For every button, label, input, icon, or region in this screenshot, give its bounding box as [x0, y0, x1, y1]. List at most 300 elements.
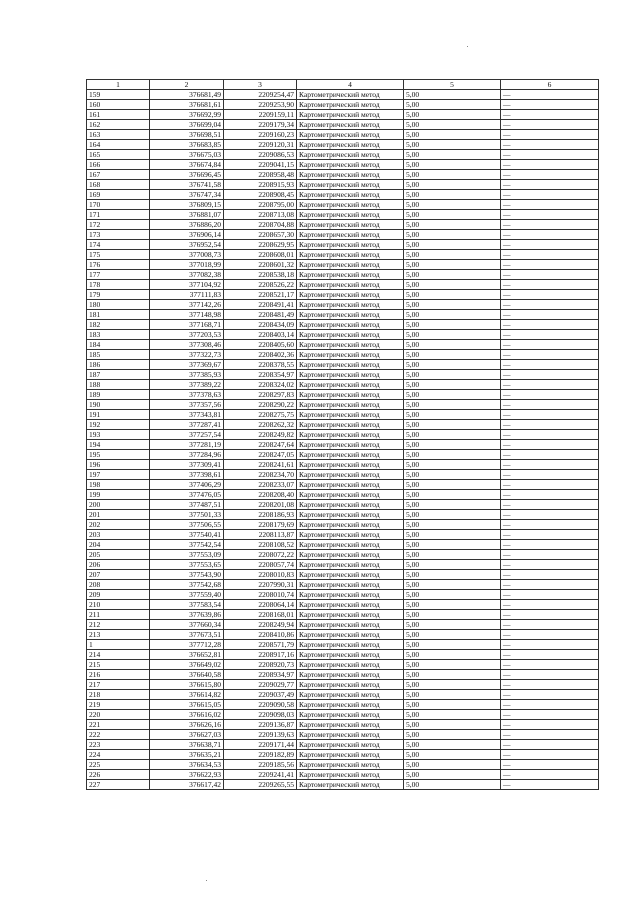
description-cell: — — [501, 90, 599, 100]
point-number-cell: 210 — [87, 600, 150, 610]
y-coordinate-cell: 2208571,79 — [224, 640, 297, 650]
x-coordinate-cell: 376809,15 — [150, 200, 224, 210]
accuracy-cell: 5,00 — [404, 290, 501, 300]
accuracy-cell: 5,00 — [404, 710, 501, 720]
point-number-cell: 182 — [87, 320, 150, 330]
method-cell: Картометрический метод — [297, 160, 404, 170]
point-number-cell: 204 — [87, 540, 150, 550]
method-cell: Картометрический метод — [297, 220, 404, 230]
table-row — [87, 680, 599, 690]
point-number-cell: 215 — [87, 660, 150, 670]
description-cell: — — [501, 400, 599, 410]
x-coordinate-cell: 377142,26 — [150, 300, 224, 310]
y-coordinate-cell: 2209041,15 — [224, 160, 297, 170]
x-coordinate-cell: 377148,98 — [150, 310, 224, 320]
description-cell: — — [501, 540, 599, 550]
point-number-cell: 224 — [87, 750, 150, 760]
x-coordinate-cell: 377542,68 — [150, 580, 224, 590]
table-row — [87, 700, 599, 710]
method-cell: Картометрический метод — [297, 170, 404, 180]
point-number-cell: 168 — [87, 180, 150, 190]
accuracy-cell: 5,00 — [404, 230, 501, 240]
table-row — [87, 310, 599, 320]
method-cell: Картометрический метод — [297, 320, 404, 330]
y-coordinate-cell: 2209090,58 — [224, 700, 297, 710]
method-cell: Картометрический метод — [297, 210, 404, 220]
description-cell: — — [501, 360, 599, 370]
x-coordinate-cell: 377203,53 — [150, 330, 224, 340]
x-coordinate-cell: 377104,92 — [150, 280, 224, 290]
description-cell: — — [501, 170, 599, 180]
y-coordinate-cell: 2208168,01 — [224, 610, 297, 620]
point-number-cell: 196 — [87, 460, 150, 470]
table-row — [87, 400, 599, 410]
table-row — [87, 390, 599, 400]
table-row — [87, 360, 599, 370]
description-cell: — — [501, 270, 599, 280]
method-cell: Картометрический метод — [297, 270, 404, 280]
y-coordinate-cell: 2208704,88 — [224, 220, 297, 230]
y-coordinate-cell: 2208233,07 — [224, 480, 297, 490]
method-cell: Картометрический метод — [297, 690, 404, 700]
method-cell: Картометрический метод — [297, 410, 404, 420]
description-cell: — — [501, 100, 599, 110]
x-coordinate-cell: 377583,54 — [150, 600, 224, 610]
table-row — [87, 190, 599, 200]
y-coordinate-cell: 2209253,90 — [224, 100, 297, 110]
accuracy-cell: 5,00 — [404, 560, 501, 570]
method-cell: Картометрический метод — [297, 520, 404, 530]
point-number-cell: 184 — [87, 340, 150, 350]
y-coordinate-cell: 2209159,11 — [224, 110, 297, 120]
y-coordinate-cell: 2208179,69 — [224, 520, 297, 530]
x-coordinate-cell: 376615,05 — [150, 700, 224, 710]
description-cell: — — [501, 220, 599, 230]
header-cell-y: 3 — [224, 80, 297, 90]
table-row — [87, 460, 599, 470]
accuracy-cell: 5,00 — [404, 690, 501, 700]
x-coordinate-cell: 377378,63 — [150, 390, 224, 400]
accuracy-cell: 5,00 — [404, 440, 501, 450]
x-coordinate-cell: 376881,07 — [150, 210, 224, 220]
x-coordinate-cell: 376681,61 — [150, 100, 224, 110]
description-cell: — — [501, 200, 599, 210]
method-cell: Картометрический метод — [297, 600, 404, 610]
point-number-cell: 167 — [87, 170, 150, 180]
x-coordinate-cell: 376674,84 — [150, 160, 224, 170]
method-cell: Картометрический метод — [297, 510, 404, 520]
method-cell: Картометрический метод — [297, 130, 404, 140]
accuracy-cell: 5,00 — [404, 210, 501, 220]
y-coordinate-cell: 2208608,01 — [224, 250, 297, 260]
x-coordinate-cell: 377322,73 — [150, 350, 224, 360]
point-number-cell: 199 — [87, 490, 150, 500]
method-cell: Картометрический метод — [297, 250, 404, 260]
point-number-cell: 200 — [87, 500, 150, 510]
accuracy-cell: 5,00 — [404, 470, 501, 480]
accuracy-cell: 5,00 — [404, 360, 501, 370]
table-row — [87, 250, 599, 260]
table-row — [87, 270, 599, 280]
x-coordinate-cell: 377540,41 — [150, 530, 224, 540]
description-cell: — — [501, 280, 599, 290]
point-number-cell: 164 — [87, 140, 150, 150]
y-coordinate-cell: 2209098,03 — [224, 710, 297, 720]
point-number-cell: 195 — [87, 450, 150, 460]
point-number-cell: 213 — [87, 630, 150, 640]
table-row — [87, 730, 599, 740]
point-number-cell: 214 — [87, 650, 150, 660]
description-cell: — — [501, 310, 599, 320]
table-row — [87, 660, 599, 670]
x-coordinate-cell: 377553,09 — [150, 550, 224, 560]
table-row — [87, 540, 599, 550]
point-number-cell: 172 — [87, 220, 150, 230]
y-coordinate-cell: 2208010,74 — [224, 590, 297, 600]
point-number-cell: 226 — [87, 770, 150, 780]
accuracy-cell: 5,00 — [404, 500, 501, 510]
y-coordinate-cell: 2208241,61 — [224, 460, 297, 470]
y-coordinate-cell: 2208410,86 — [224, 630, 297, 640]
method-cell: Картометрический метод — [297, 630, 404, 640]
x-coordinate-cell: 377398,61 — [150, 470, 224, 480]
table-row — [87, 220, 599, 230]
y-coordinate-cell: 2209086,53 — [224, 150, 297, 160]
description-cell: — — [501, 320, 599, 330]
x-coordinate-cell: 376696,45 — [150, 170, 224, 180]
description-cell: — — [501, 190, 599, 200]
point-number-cell: 173 — [87, 230, 150, 240]
accuracy-cell: 5,00 — [404, 580, 501, 590]
accuracy-cell: 5,00 — [404, 650, 501, 660]
table-row — [87, 760, 599, 770]
x-coordinate-cell: 377287,41 — [150, 420, 224, 430]
point-number-cell: 178 — [87, 280, 150, 290]
point-number-cell: 192 — [87, 420, 150, 430]
y-coordinate-cell: 2208247,05 — [224, 450, 297, 460]
x-coordinate-cell: 377543,90 — [150, 570, 224, 580]
accuracy-cell: 5,00 — [404, 760, 501, 770]
description-cell: — — [501, 340, 599, 350]
y-coordinate-cell: 2208297,83 — [224, 390, 297, 400]
method-cell: Картометрический метод — [297, 480, 404, 490]
table-row — [87, 240, 599, 250]
accuracy-cell: 5,00 — [404, 430, 501, 440]
table-row — [87, 480, 599, 490]
x-coordinate-cell: 377309,41 — [150, 460, 224, 470]
accuracy-cell: 5,00 — [404, 520, 501, 530]
y-coordinate-cell: 2209171,44 — [224, 740, 297, 750]
accuracy-cell: 5,00 — [404, 160, 501, 170]
description-cell: — — [501, 700, 599, 710]
table-row — [87, 350, 599, 360]
description-cell: — — [501, 250, 599, 260]
accuracy-cell: 5,00 — [404, 540, 501, 550]
y-coordinate-cell: 2208290,22 — [224, 400, 297, 410]
description-cell: — — [501, 730, 599, 740]
table-row — [87, 590, 599, 600]
table-row — [87, 510, 599, 520]
description-cell: — — [501, 130, 599, 140]
table-row — [87, 780, 599, 790]
x-coordinate-cell: 376699,04 — [150, 120, 224, 130]
accuracy-cell: 5,00 — [404, 600, 501, 610]
description-cell: — — [501, 660, 599, 670]
y-coordinate-cell: 2208601,32 — [224, 260, 297, 270]
point-number-cell: 191 — [87, 410, 150, 420]
point-number-cell: 209 — [87, 590, 150, 600]
accuracy-cell: 5,00 — [404, 630, 501, 640]
description-cell: — — [501, 520, 599, 530]
table-row — [87, 110, 599, 120]
y-coordinate-cell: 2208481,49 — [224, 310, 297, 320]
accuracy-cell: 5,00 — [404, 220, 501, 230]
point-number-cell: 227 — [87, 780, 150, 790]
y-coordinate-cell: 2208208,40 — [224, 490, 297, 500]
description-cell: — — [501, 260, 599, 270]
accuracy-cell: 5,00 — [404, 780, 501, 790]
x-coordinate-cell: 377542,54 — [150, 540, 224, 550]
y-coordinate-cell: 2208958,48 — [224, 170, 297, 180]
x-coordinate-cell: 376886,20 — [150, 220, 224, 230]
method-cell: Картометрический метод — [297, 230, 404, 240]
x-coordinate-cell: 377660,34 — [150, 620, 224, 630]
accuracy-cell: 5,00 — [404, 260, 501, 270]
point-number-cell: 217 — [87, 680, 150, 690]
x-coordinate-cell: 377487,51 — [150, 500, 224, 510]
table-header-row — [87, 80, 599, 90]
description-cell: — — [501, 470, 599, 480]
table-row — [87, 500, 599, 510]
description-cell: — — [501, 450, 599, 460]
accuracy-cell: 5,00 — [404, 660, 501, 670]
description-cell: — — [501, 650, 599, 660]
table-row — [87, 740, 599, 750]
point-number-cell: 223 — [87, 740, 150, 750]
x-coordinate-cell: 376906,14 — [150, 230, 224, 240]
x-coordinate-cell: 376627,03 — [150, 730, 224, 740]
point-number-cell: 187 — [87, 370, 150, 380]
accuracy-cell: 5,00 — [404, 280, 501, 290]
accuracy-cell: 5,00 — [404, 170, 501, 180]
y-coordinate-cell: 2208275,75 — [224, 410, 297, 420]
method-cell: Картометрический метод — [297, 100, 404, 110]
accuracy-cell: 5,00 — [404, 190, 501, 200]
description-cell: — — [501, 390, 599, 400]
point-number-cell: 180 — [87, 300, 150, 310]
x-coordinate-cell: 377553,65 — [150, 560, 224, 570]
method-cell: Картометрический метод — [297, 90, 404, 100]
y-coordinate-cell: 2208378,55 — [224, 360, 297, 370]
table-row — [87, 100, 599, 110]
y-coordinate-cell: 2208713,08 — [224, 210, 297, 220]
accuracy-cell: 5,00 — [404, 380, 501, 390]
method-cell: Картометрический метод — [297, 110, 404, 120]
description-cell: — — [501, 570, 599, 580]
point-number-cell: 194 — [87, 440, 150, 450]
x-coordinate-cell: 376652,81 — [150, 650, 224, 660]
y-coordinate-cell: 2208403,14 — [224, 330, 297, 340]
method-cell: Картометрический метод — [297, 710, 404, 720]
point-number-cell: 218 — [87, 690, 150, 700]
table-row — [87, 290, 599, 300]
point-number-cell: 205 — [87, 550, 150, 560]
x-coordinate-cell: 377257,54 — [150, 430, 224, 440]
point-number-cell: 219 — [87, 700, 150, 710]
description-cell: — — [501, 620, 599, 630]
header-cell-description: 6 — [501, 80, 599, 90]
y-coordinate-cell: 2208915,93 — [224, 180, 297, 190]
method-cell: Картометрический метод — [297, 670, 404, 680]
table-row — [87, 200, 599, 210]
x-coordinate-cell: 377308,46 — [150, 340, 224, 350]
method-cell: Картометрический метод — [297, 620, 404, 630]
y-coordinate-cell: 2208010,83 — [224, 570, 297, 580]
method-cell: Картометрический метод — [297, 550, 404, 560]
point-number-cell: 162 — [87, 120, 150, 130]
y-coordinate-cell: 2209254,47 — [224, 90, 297, 100]
method-cell: Картометрический метод — [297, 570, 404, 580]
accuracy-cell: 5,00 — [404, 590, 501, 600]
method-cell: Картометрический метод — [297, 290, 404, 300]
x-coordinate-cell: 377284,96 — [150, 450, 224, 460]
description-cell: — — [501, 760, 599, 770]
x-coordinate-cell: 376692,99 — [150, 110, 224, 120]
table-row — [87, 550, 599, 560]
accuracy-cell: 5,00 — [404, 150, 501, 160]
accuracy-cell: 5,00 — [404, 420, 501, 430]
accuracy-cell: 5,00 — [404, 770, 501, 780]
method-cell: Картометрический метод — [297, 590, 404, 600]
point-number-cell: 169 — [87, 190, 150, 200]
point-number-cell: 181 — [87, 310, 150, 320]
point-number-cell: 198 — [87, 480, 150, 490]
y-coordinate-cell: 2208057,74 — [224, 560, 297, 570]
accuracy-cell: 5,00 — [404, 370, 501, 380]
y-coordinate-cell: 2209241,41 — [224, 770, 297, 780]
table-row — [87, 300, 599, 310]
y-coordinate-cell: 2208538,18 — [224, 270, 297, 280]
x-coordinate-cell: 376683,85 — [150, 140, 224, 150]
x-coordinate-cell: 377008,73 — [150, 250, 224, 260]
method-cell: Картометрический метод — [297, 540, 404, 550]
table-row — [87, 380, 599, 390]
table-row — [87, 720, 599, 730]
description-cell: — — [501, 670, 599, 680]
method-cell: Картометрический метод — [297, 730, 404, 740]
table-row — [87, 610, 599, 620]
method-cell: Картометрический метод — [297, 300, 404, 310]
description-cell: — — [501, 460, 599, 470]
accuracy-cell: 5,00 — [404, 320, 501, 330]
description-cell: — — [501, 680, 599, 690]
point-number-cell: 225 — [87, 760, 150, 770]
scan-speck — [206, 880, 207, 881]
point-number-cell: 170 — [87, 200, 150, 210]
point-number-cell: 201 — [87, 510, 150, 520]
method-cell: Картометрический метод — [297, 460, 404, 470]
x-coordinate-cell: 377712,28 — [150, 640, 224, 650]
method-cell: Картометрический метод — [297, 490, 404, 500]
accuracy-cell: 5,00 — [404, 720, 501, 730]
description-cell: — — [501, 290, 599, 300]
y-coordinate-cell: 2208521,17 — [224, 290, 297, 300]
method-cell: Картометрический метод — [297, 200, 404, 210]
y-coordinate-cell: 2208108,52 — [224, 540, 297, 550]
description-cell: — — [501, 550, 599, 560]
x-coordinate-cell: 376635,21 — [150, 750, 224, 760]
table-row — [87, 750, 599, 760]
method-cell: Картометрический метод — [297, 750, 404, 760]
accuracy-cell: 5,00 — [404, 100, 501, 110]
description-cell: — — [501, 490, 599, 500]
y-coordinate-cell: 2208917,16 — [224, 650, 297, 660]
accuracy-cell: 5,00 — [404, 340, 501, 350]
table-row — [87, 520, 599, 530]
method-cell: Картометрический метод — [297, 340, 404, 350]
accuracy-cell: 5,00 — [404, 570, 501, 580]
x-coordinate-cell: 377281,19 — [150, 440, 224, 450]
table-row — [87, 150, 599, 160]
table-row — [87, 140, 599, 150]
table-row — [87, 210, 599, 220]
y-coordinate-cell: 2209179,34 — [224, 120, 297, 130]
description-cell: — — [501, 480, 599, 490]
x-coordinate-cell: 376640,58 — [150, 670, 224, 680]
y-coordinate-cell: 2208934,97 — [224, 670, 297, 680]
point-number-cell: 161 — [87, 110, 150, 120]
description-cell: — — [501, 740, 599, 750]
x-coordinate-cell: 376617,42 — [150, 780, 224, 790]
description-cell: — — [501, 330, 599, 340]
y-coordinate-cell: 2208072,22 — [224, 550, 297, 560]
point-number-cell: 190 — [87, 400, 150, 410]
table-row — [87, 570, 599, 580]
accuracy-cell: 5,00 — [404, 610, 501, 620]
accuracy-cell: 5,00 — [404, 620, 501, 630]
x-coordinate-cell: 376638,71 — [150, 740, 224, 750]
point-number-cell: 183 — [87, 330, 150, 340]
table-row — [87, 450, 599, 460]
accuracy-cell: 5,00 — [404, 680, 501, 690]
y-coordinate-cell: 2209160,23 — [224, 130, 297, 140]
x-coordinate-cell: 376649,02 — [150, 660, 224, 670]
method-cell: Картометрический метод — [297, 470, 404, 480]
method-cell: Картометрический метод — [297, 120, 404, 130]
accuracy-cell: 5,00 — [404, 110, 501, 120]
accuracy-cell: 5,00 — [404, 530, 501, 540]
method-cell: Картометрический метод — [297, 240, 404, 250]
point-number-cell: 174 — [87, 240, 150, 250]
description-cell: — — [501, 560, 599, 570]
x-coordinate-cell: 376622,93 — [150, 770, 224, 780]
description-cell: — — [501, 710, 599, 720]
description-cell: — — [501, 370, 599, 380]
description-cell: — — [501, 770, 599, 780]
method-cell: Картометрический метод — [297, 430, 404, 440]
accuracy-cell: 5,00 — [404, 310, 501, 320]
description-cell: — — [501, 380, 599, 390]
table-row — [87, 280, 599, 290]
x-coordinate-cell: 377357,56 — [150, 400, 224, 410]
x-coordinate-cell: 376952,54 — [150, 240, 224, 250]
method-cell: Картометрический метод — [297, 640, 404, 650]
y-coordinate-cell: 2209265,55 — [224, 780, 297, 790]
description-cell: — — [501, 440, 599, 450]
accuracy-cell: 5,00 — [404, 400, 501, 410]
table-row — [87, 650, 599, 660]
y-coordinate-cell: 2208247,64 — [224, 440, 297, 450]
